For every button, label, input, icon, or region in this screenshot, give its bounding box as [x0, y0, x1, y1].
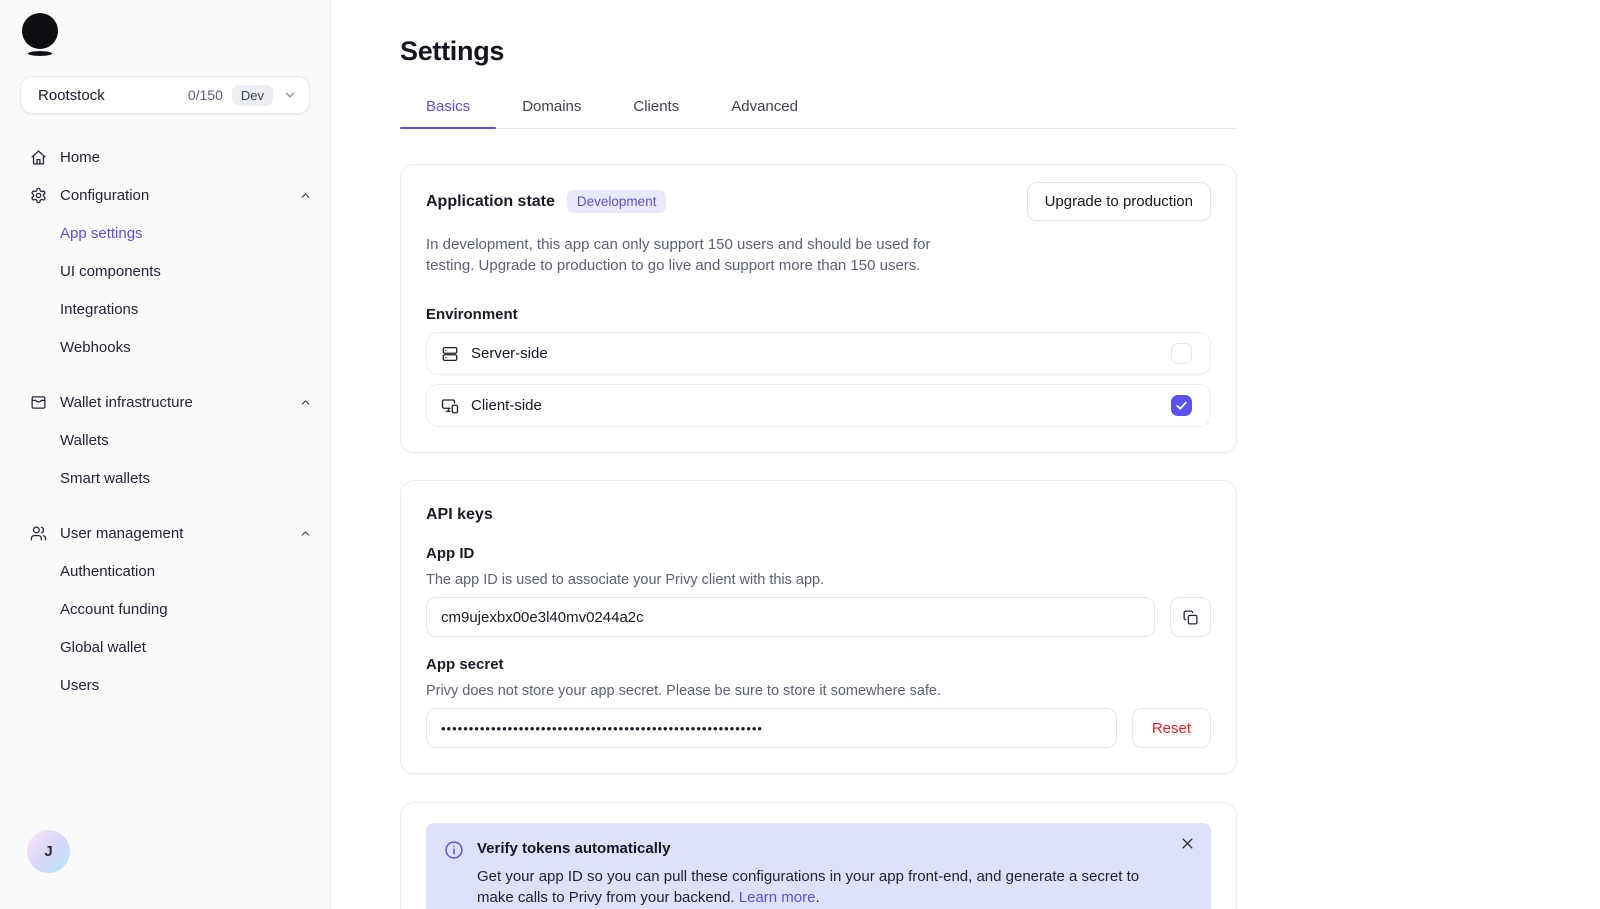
- app-selector-name: Rootstock: [38, 86, 105, 104]
- env-badge: Dev: [232, 85, 273, 106]
- chevron-down-icon: [283, 88, 297, 102]
- application-state-description: In development, this app can only support 150 users and should be used for testing. Upgrade to production to go live and support more than 150 users.: [426, 236, 931, 274]
- settings-tabs: [400, 98, 1237, 129]
- sidebar-item-user-management[interactable]: User management: [0, 514, 330, 552]
- sidebar-item-wallets[interactable]: Wallets: [60, 431, 109, 449]
- privy-logo: [0, 0, 330, 56]
- tab-clients[interactable]: Clients: [633, 98, 680, 115]
- chevron-up-icon: [299, 396, 312, 409]
- privy-logo-icon: [22, 13, 58, 49]
- app-id-label: App ID: [426, 545, 475, 562]
- sidebar-item-app-settings[interactable]: App settings: [60, 224, 143, 242]
- verify-tokens-banner: [426, 823, 1211, 909]
- copy-app-id-button[interactable]: [1170, 597, 1211, 637]
- token-verification-card: [400, 802, 1237, 909]
- app-id-description: The app ID is used to associate your Privy client with this app.: [426, 572, 825, 588]
- server-icon: [441, 345, 459, 363]
- app-secret-label: App secret: [426, 656, 504, 673]
- server-side-option[interactable]: Server-side: [426, 332, 1211, 375]
- api-keys-heading: API keys: [426, 506, 493, 523]
- client-side-option[interactable]: Client-side: [426, 384, 1211, 427]
- client-side-checkbox[interactable]: [1171, 395, 1192, 416]
- tab-basics[interactable]: Basics: [400, 98, 496, 128]
- sidebar-item-configuration[interactable]: Configuration: [0, 176, 330, 214]
- info-icon: [444, 840, 464, 908]
- sidebar-item-authentication[interactable]: Authentication: [60, 562, 156, 580]
- banner-title: Verify tokens automatically: [477, 840, 671, 857]
- server-side-checkbox[interactable]: [1171, 343, 1192, 364]
- sidebar-item-users[interactable]: Users: [60, 676, 100, 694]
- wallet-icon: [30, 394, 47, 411]
- application-state-card: [400, 164, 1237, 453]
- users-icon: [30, 525, 47, 542]
- user-avatar[interactable]: J: [27, 830, 70, 873]
- sidebar-item-ui-components[interactable]: UI components: [60, 262, 161, 280]
- sidebar-item-global-wallet[interactable]: Global wallet: [60, 638, 146, 656]
- sidebar-item-smart-wallets[interactable]: Smart wallets: [60, 469, 151, 487]
- application-state-heading: Application state: [426, 192, 555, 210]
- api-keys-card: [400, 480, 1237, 774]
- development-badge: Development: [567, 190, 667, 213]
- app-secret-input[interactable]: [426, 708, 1117, 748]
- tab-advanced[interactable]: Advanced: [731, 98, 798, 115]
- copy-icon: [1182, 609, 1199, 626]
- sidebar-nav: [0, 138, 330, 704]
- close-icon[interactable]: [1180, 836, 1195, 851]
- environment-label: Environment: [426, 306, 518, 323]
- app-selector[interactable]: [20, 76, 310, 114]
- upgrade-to-production-button[interactable]: Upgrade to production: [1027, 182, 1211, 221]
- tab-domains[interactable]: Domains: [522, 98, 582, 115]
- chevron-up-icon: [299, 527, 312, 540]
- sidebar-item-wallet-infrastructure[interactable]: Wallet infrastructure: [0, 383, 330, 421]
- gear-icon: [30, 187, 47, 204]
- app-secret-description: Privy does not store your app secret. Please be sure to store it somewhere safe.: [426, 683, 942, 699]
- banner-body: Get your app ID so you can pull these configurations in your app front-end, and generate a secret to make calls to Privy from your backend. Learn more.: [477, 868, 1140, 906]
- sidebar-item-account-funding[interactable]: Account funding: [60, 600, 168, 618]
- app-id-input[interactable]: [426, 597, 1155, 637]
- reset-secret-button[interactable]: Reset: [1132, 708, 1211, 748]
- sidebar-item-home[interactable]: Home: [0, 138, 330, 176]
- sidebar-item-integrations[interactable]: Integrations: [60, 300, 139, 318]
- app-user-quota: 0/150: [187, 87, 223, 103]
- page-title: Settings: [400, 36, 505, 66]
- learn-more-link[interactable]: Learn more: [738, 889, 816, 906]
- devices-icon: [441, 397, 459, 415]
- home-icon: [30, 149, 47, 166]
- sidebar-item-webhooks[interactable]: Webhooks: [60, 338, 131, 356]
- sidebar: [0, 0, 331, 909]
- chevron-up-icon: [299, 189, 312, 202]
- main-content: [331, 0, 1600, 909]
